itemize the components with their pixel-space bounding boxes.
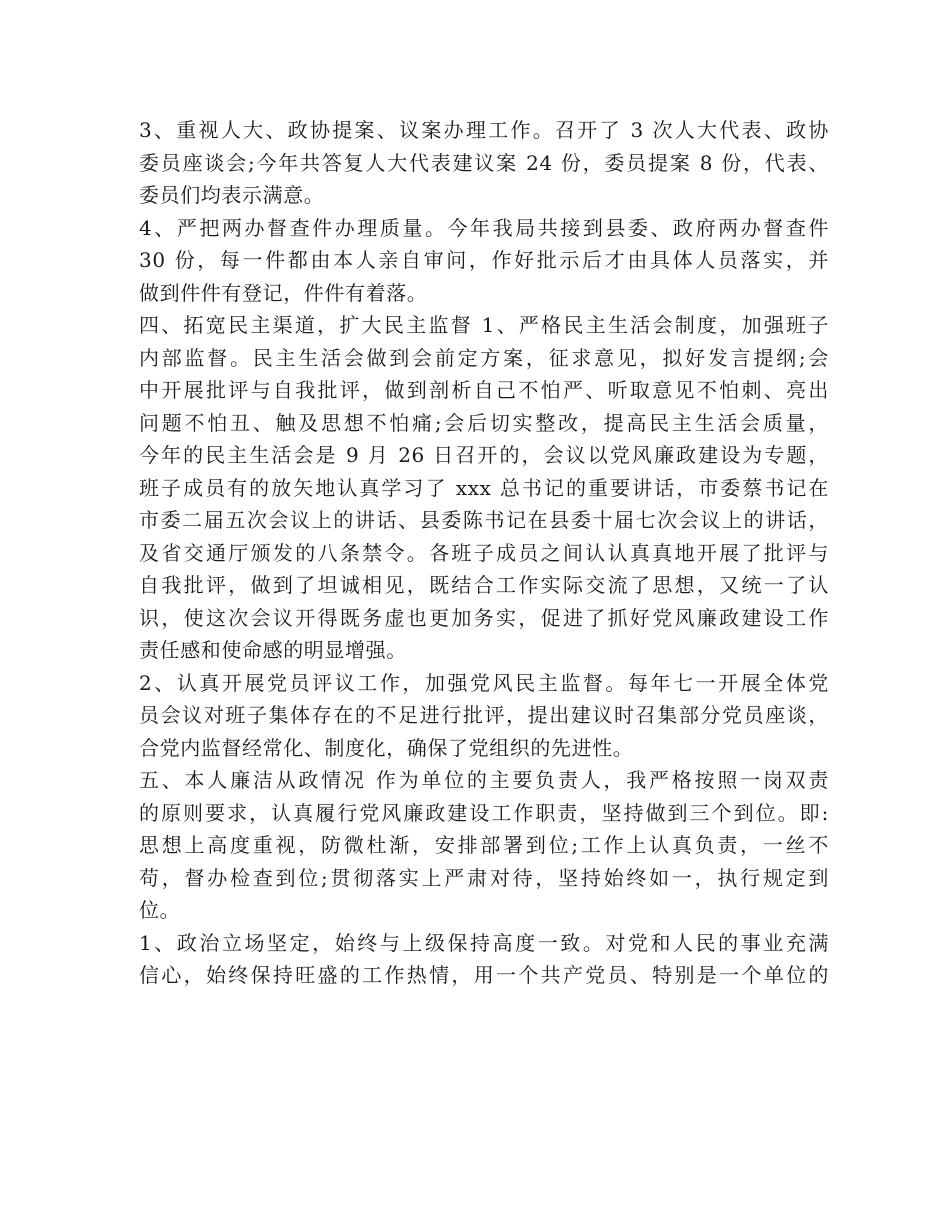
text-line: 中开展批评与自我批评，做到剖析自己不怕严、听取意见不怕刺、亮出 — [139, 378, 829, 402]
text-line: 苟，督办检查到位;贯彻落实上严肃对待，坚持始终如一，执行规定到 — [139, 865, 829, 890]
text-line: 信心，始终保持旺盛的工作热情，用一个共产党员、特别是一个单位的 — [139, 963, 829, 987]
text-line: 4、严把两办督查件办理质量。今年我局共接到县委、政府两办督查件 — [139, 215, 829, 240]
text-line: 五、本人廉洁从政情况 作为单位的主要负责人，我严格按照一岗双责 — [139, 768, 829, 792]
text-line: 责任感和使命感的明显增强。 — [139, 638, 407, 662]
text-line: 的原则要求，认真履行党风廉政建设工作职责，坚持做到三个到位。即: — [139, 800, 829, 825]
text-line: 问题不怕丑、触及思想不怕痛;会后切实整改，提高民主生活会质量， — [139, 410, 829, 435]
text-line: 识，使这次会议开得既务虚也更加务实，促进了抓好党风廉政建设工作 — [139, 605, 829, 630]
document-body — [139, 114, 829, 992]
text-line: 1、政治立场坚定，始终与上级保持高度一致。对党和人民的事业充满 — [139, 930, 829, 955]
text-line: 市委二届五次会议上的讲话、县委陈书记在县委十届七次会议上的讲话， — [139, 508, 829, 532]
text-line: 委员座谈会;今年共答复人大代表建议案 24 份，委员提案 8 份，代表、 — [139, 150, 829, 175]
text-line: 及省交通厅颁发的八条禁令。各班子成员之间认认真真地开展了批评与 — [139, 540, 829, 565]
text-line: 2、认真开展党员评议工作，加强党风民主监督。每年七一开展全体党 — [139, 670, 829, 695]
text-line: 思想上高度重视，防微杜渐，安排部署到位;工作上认真负责，一丝不 — [139, 833, 829, 857]
text-line: 自我批评，做到了坦诚相见，既结合工作实际交流了思想，又统一了认 — [139, 573, 829, 597]
text-line: 30 份，每一件都由本人亲自审问，作好批示后才由具体人员落实，并 — [139, 248, 829, 272]
text-line: 内部监督。民主生活会做到会前定方案，征求意见，拟好发言提纲;会 — [139, 345, 829, 370]
text-line: 位。 — [139, 898, 181, 922]
text-line: 今年的民主生活会是 9 月 26 日召开的，会议以党风廉政建设为专题， — [139, 443, 829, 467]
text-line: 员会议对班子集体存在的不足进行批评，提出建议时召集部分党员座谈， — [139, 703, 829, 727]
text-line: 四、拓宽民主渠道，扩大民主监督 1、严格民主生活会制度，加强班子 — [139, 313, 829, 337]
text-line: 班子成员有的放矢地认真学习了 xxx 总书记的重要讲话，市委蔡书记在 — [139, 475, 829, 500]
text-line: 合党内监督经常化、制度化，确保了党组织的先进性。 — [139, 735, 634, 760]
text-line: 3、重视人大、政协提案、议案办理工作。召开了 3 次人大代表、政协 — [139, 118, 829, 142]
text-line: 做到件件有登记，件件有着落。 — [139, 280, 428, 305]
text-line: 委员们均表示满意。 — [139, 183, 325, 207]
